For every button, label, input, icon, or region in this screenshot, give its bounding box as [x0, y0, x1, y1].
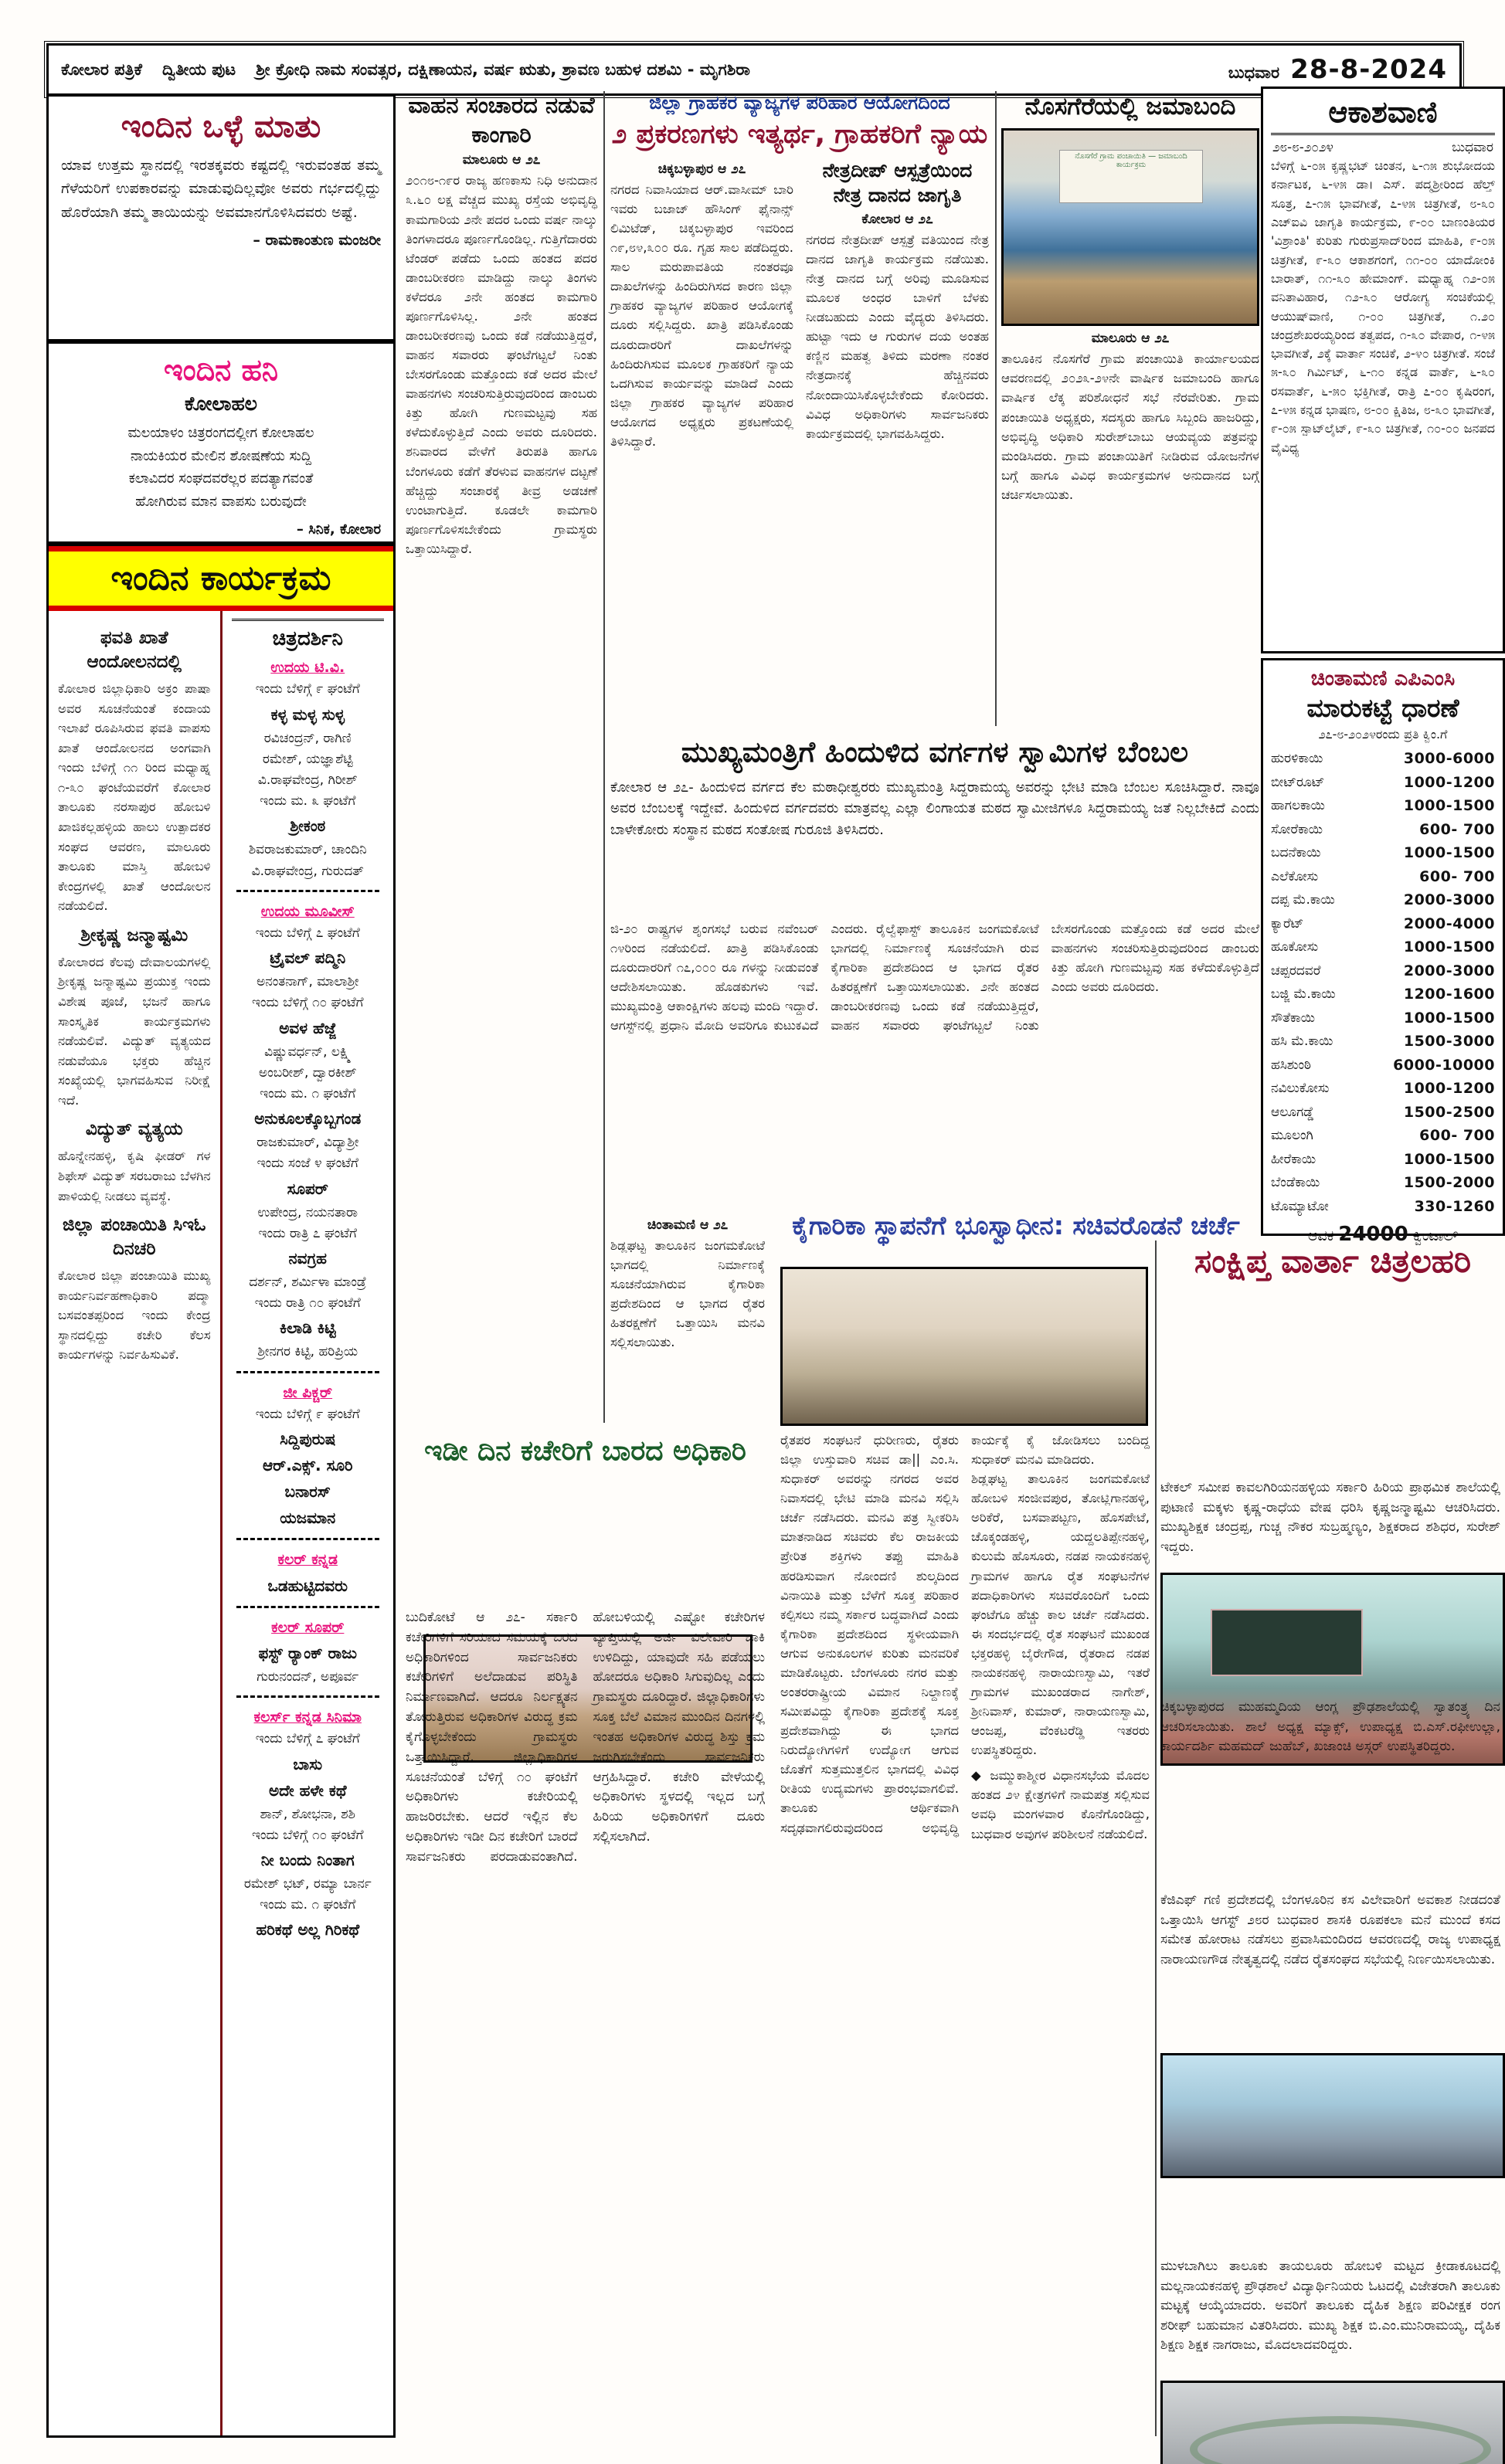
independence-day-costume-photo: [1160, 2053, 1505, 2178]
commodity-price: 1000-1500: [1403, 844, 1495, 861]
tv-listing-line: ಇಂದು ಬೆಳಿಗ್ಗೆ ೭ ಘಂಟೆಗೆ: [255, 925, 360, 942]
tv-listing-line: [236, 1538, 380, 1540]
honey-line: ನಾಯಕಿಯರ ಮೇಲಿನ ಶೋಷಣೆಯ ಸುದ್ದಿ: [130, 447, 312, 464]
programme-section: [58, 924, 211, 1111]
jamabandi-meeting-photo: [1001, 128, 1259, 326]
masthead: [46, 43, 1462, 96]
commodity-price: 2000-3000: [1403, 962, 1495, 979]
tv-listing-line: ಸಿದ್ದಿಪುರುಷ: [280, 1430, 336, 1449]
market-row: [1263, 1054, 1503, 1078]
tv-listing-line: ಇಂದು ರಾತ್ರಿ ೧೦ ಘಂಟೆಗೆ: [254, 1295, 361, 1312]
tv-listing-line: ರಾಜಕುಮಾರ್, ವಿದ್ಯಾಶ್ರೀ: [256, 1135, 359, 1151]
tv-listing-line: ಶಿವರಾಜಕುಮಾರ್, ಚಾಂದಿನಿ: [248, 842, 367, 858]
vaahana-dateline: ಮಾಲೂರು ಆ ೨೭: [462, 152, 541, 168]
mid-flow-text: [610, 919, 1259, 1203]
commodity-price: 6000-10000: [1393, 1056, 1495, 1074]
article-cm-support: [610, 734, 1259, 840]
commodity-price: 1200-1600: [1403, 986, 1495, 1003]
tv-listing-line: ಇಂದು ಮ. ೩ ಘಂಟೆಗೆ: [260, 793, 356, 809]
programme-body: ಹೊನ್ನೇನಹಳ್ಳಿ, ಕೃಷಿ ಫೀಡರ್ ಗಳ ಶಿಫೇಸ್ ವಿದ್ಯುತ್ ಸರಬರಾಜು ಬೆಳಗಿನ ಪಾಳಿಯಲ್ಲಿ ನೀಡಲು ವ್ಯವಸ್ಥೆ.: [58, 1149, 211, 1203]
programme-body: ಕೋಲಾರ ಜಿಲ್ಲಾಧಿಕಾರಿ ಅಕ್ರಂ ಪಾಷಾ ಅವರ ಸೂಚನೆಯಂತೆ ಕಂದಾಯ ಇಲಾಖೆ ರೂಪಿಸಿರುವ ಫವತಿ ವಾಪಸು ಖಾತೆ ಆಂದೋಲನದ ಅಂಗವಾಗಿ ಇಂದು ಬೆಳಿಗ್ಗೆ ೧೧ ರಿಂದ ಮಧ್ಯಾಹ್ನ ೧-೩೦ ಘಂಟೆಯವರೆಗೆ ಕೋಲಾರ ತಾಲೂಕು ನರಸಾಪುರ ಹೋಬಳಿ ಖಾಜಿಕಲ್ಲಹಳ್ಳಿಯ ಹಾಲು ಉತ್ಪಾದಕರ ಸಂಘದ ಆವರಣ, ಮಾಲೂರು ತಾಲೂಕು ಮಾಸ್ತಿ ಹೋಬಳಿ ಕೇಂದ್ರಗಳಲ್ಲಿ ಖಾತೆ ಆಂದೋಲನ ನಡೆಯಲಿದೆ.: [58, 681, 211, 914]
honey-lines: [61, 422, 381, 514]
commodity-price: 600- 700: [1419, 1127, 1495, 1144]
nosagere-dateline: ಮಾಲೂರು ಆ ೨೭: [1091, 331, 1170, 347]
tv-schedule: [223, 611, 394, 2435]
date: 28-8-2024: [1290, 54, 1447, 85]
tv-listing-line: ವಿ.ರಾಘವೇಂದ್ರ, ಗಿರೀಶ್: [257, 772, 358, 788]
commodity-name: ಮೂಲಂಗಿ: [1271, 1128, 1313, 1143]
market-box: [1261, 658, 1505, 1246]
commodity-price: 1500-2500: [1403, 1103, 1495, 1121]
tv-listing-line: ರಮೇಶ್ ಭಟ್, ರಮ್ಯಾ ಬಾರ್ನ: [243, 1876, 372, 1892]
commodity-price: 330-1260: [1414, 1197, 1495, 1215]
tv-listing-line: ಉದಯ ಟಿ.ವಿ.: [270, 659, 345, 676]
tv-listing-line: ಆರ್.ಎಕ್ಸ್. ಸೂರಿ: [262, 1456, 353, 1475]
tv-listing-line: ಗುರುನಂದನ್, ಅಪೂರ್ವ: [256, 1668, 359, 1685]
column-rule: [1155, 1240, 1157, 2436]
programme-section: [58, 626, 211, 916]
article-nosagere: [1001, 91, 1259, 504]
arrival-label: ಆವಕ: [1307, 1227, 1334, 1244]
commodity-price: 2000-4000: [1403, 915, 1495, 932]
tv-listing-line: [236, 1371, 380, 1373]
tv-listing-line: ಬಾಸು: [293, 1754, 323, 1773]
column-rule: [603, 91, 605, 1423]
market-title-line1: ಚಿಂತಾಮಣಿ ಎಪಿಎಂಸಿ: [1310, 667, 1456, 691]
tv-listing-line: ಫಸ್ಟ್ ರ‍್ಯಾಂಕ್ ರಾಜು: [258, 1643, 357, 1662]
tv-listing-line: ಯಜಮಾನ: [280, 1509, 336, 1528]
programme-body: ಕೋಲಾರದ ಕೆಲವು ದೇವಾಲಯಗಳಲ್ಲಿ ಶ್ರೀಕೃಷ್ಣ ಜನ್ಮಾಷ್ಟಮಿ ಪ್ರಯುಕ್ತ ಇಂದು ವಿಶೇಷ ಪೂಜೆ, ಭಜನೆ ಹಾಗೂ ಸಾಂಸ್ಕೃತಿಕ ಕಾರ್ಯಕ್ರಮಗಳು ನಡೆಯಲಿವೆ. ವಿದ್ಯುತ್ ವ್ಯತ್ಯಯದ ನಡುವೆಯೂ ಭಕ್ತರು ಹೆಚ್ಚಿನ ಸಂಖ್ಯೆಯಲ್ಲಿ ಭಾಗವಹಿಸುವ ನಿರೀಕ್ಷೆ ಇದೆ.: [58, 954, 211, 1108]
farmers-meeting-photo: [780, 1267, 1148, 1426]
tv-listing-line: ಇಂದು ಸಂಜೆ ೪ ಘಂಟೆಗೆ: [256, 1156, 358, 1172]
programme-heading: ಜಿಲ್ಲಾ ಪಂಚಾಯಿತಿ ಸಿಇಓ ದಿನಚರಿ: [62, 1215, 206, 1260]
page-label: ದ್ವಿತೀಯ ಪುಟ: [161, 59, 236, 79]
programme-section: [58, 1118, 211, 1206]
tv-listing-line: ನೀ ಬಂದು ನಿಂತಾಗ: [260, 1851, 355, 1870]
cm-headline: ಮುಖ್ಯಮಂತ್ರಿಗೆ ಹಿಂದುಳಿದ ವರ್ಗಗಳ ಸ್ವಾಮಿಗಳ ಬೆಂಬಲ: [681, 735, 1189, 769]
akashavani-date: ೨೮-೮-೨೦೨೪: [1272, 140, 1333, 155]
grahakara-dateline: ಚಿಕ್ಕಬಳ್ಳಾಪುರ ಆ ೨೭: [657, 161, 746, 177]
tv-listing-line: ಇಂದು ಮ. ೧ ಘಂಟೆಗೆ: [260, 1897, 356, 1913]
good-word-title: ಇಂದಿನ ಒಳ್ಳೆ ಮಾತು: [121, 109, 321, 144]
programme-section: [58, 1213, 211, 1365]
market-row: [1263, 841, 1503, 865]
commodity-name: ಚಪ್ಪರದವರೆ: [1271, 962, 1321, 979]
commodity-name: ಹುರಳಿಕಾಯಿ: [1271, 751, 1323, 766]
commodity-price: 1000-1500: [1403, 1009, 1495, 1027]
tv-listing: [232, 656, 385, 1942]
honey-subtitle: ಕೋಲಾಹಲ: [185, 392, 257, 415]
commodity-name: ಬೆಂಡೆಕಾಯಿ: [1271, 1175, 1320, 1190]
programmes-list: [49, 611, 220, 2435]
tv-listing-line: [236, 1695, 380, 1698]
commodity-name: ಹೂಕೋಸು: [1271, 939, 1319, 955]
paper-name: ಕೋಲಾರ ಪತ್ರಿಕೆ: [61, 59, 142, 79]
tv-listing-line: ವಿ.ರಾಘವೇಂದ್ರ, ಗುರುದತ್: [251, 863, 364, 879]
tv-listing-line: ಅಂಬರೀಶ್, ದ್ವಾರಕೀಶ್: [259, 1064, 357, 1081]
office-body-wrap: [406, 1608, 765, 2432]
akashavani-title: ಆಕಾಶವಾಣಿ: [1271, 92, 1495, 135]
tv-listing-line: ಇಂದು ಮ. ೧ ಘಂಟೆಗೆ: [260, 1086, 356, 1102]
commodity-name: ಹಸಿಶುಂಠಿ: [1271, 1057, 1312, 1073]
market-row: [1263, 1195, 1503, 1219]
jammu-bullet-item: ◆ ಜಮ್ಮುಕಾಶ್ಮೀರ ವಿಧಾನಸಭೆಯ ಮೊದಲ ಹಂತದ ೨೪ ಕ್ಷೇತ್ರಗಳಿಗೆ ನಾಮಪತ್ರ ಸಲ್ಲಿಸುವ ಅವಧಿ ಮಂಗಳವಾರ ಕೊನೆಗೊಂಡಿದ್ದು, ಬುಧವಾರ ಅವುಗಳ ಪರಿಶೀಲನೆ ನಡೆಯಲಿದೆ.: [971, 1768, 1150, 1841]
brief-news-title: ಸಂಕ್ಷಿಪ್ತ ವಾರ್ತಾ ಚಿತ್ರಲಹರಿ: [1194, 1242, 1472, 1280]
commodity-price: 1000-1500: [1403, 797, 1495, 814]
tv-listing-line: ಇಂದು ಬೆಳಿಗ್ಗೆ ೯ ಘಂಟೆಗೆ: [255, 681, 360, 697]
mid-flow-body: ಜಿ-೨೦ ರಾಷ್ಟ್ರಗಳ ಶೃಂಗಸಭೆ ಬರುವ ನವೆಂಬರ್ ೧೪ರಿಂದ ನಡೆಯಲಿದೆ. ಖಾತ್ರಿ ಪಡಿಸಿಕೊಂಡು ದೂರುದಾರರಿಗೆ ೧೭,೦೦೦ ರೂ ಗಳನ್ನು ನೀಡುವಂತೆ ಆದೇಶಿಸಲಾಯಿತು. ಹೊಡಕುಗಳು ಇವೆ. ಮುಖ್ಯಮಂತ್ರಿ ಆಕಾಂಕ್ಷಿಗಳು ಹಲವು ಮಂದಿ ಇದ್ದಾರೆ. ಆಗಸ್ಟ್‌ನಲ್ಲಿ ಪ್ರಧಾನಿ ಮೋದಿ ಅವರಿಗೂ ಕುಟುಕವಿದೆ ಎಂದರು. ರೈಲ್ವೆಫಾಸ್ಟ್ ತಾಲೂಕಿನ ಜಂಗಮಕೋಟೆ ಭಾಗದಲ್ಲಿ ನಿರ್ಮಾಣಕ್ಕೆ ಸೂಚನೆಯಾಗಿ ರುವ ಕೈಗಾರಿಕಾ ಪ್ರದೇಶದಿಂದ ಆ ಭಾಗದ ರೈತರ ಹಿತರಕ್ಷಣೆಗೆ ಒತ್ತಾಯಿಸಲಾಯಿತು. ೨ನೇ ಹಂತದ ಡಾಂಬರೀಕರಣವು ಒಂದು ಕಡೆ ನಡೆಯುತ್ತಿದ್ದರೆ, ವಾಹನ ಸವಾರರು ಘಂಟೆಗಟ್ಟಲೆ ನಿಂತು ಬೇಸರಗೊಂಡು ಮತ್ತೊಂದು ಕಡೆ ಅದರ ಮೇಲೆ ವಾಹನಗಳು ಸಂಚರಿಸುತ್ತಿರುವುದರಿಂದ ಡಾಂಬರು ಕಿತ್ತು ಹೋಗಿ ಗುಣಮಟ್ಟವು ಸಹ ಕಳೆದುಕೊಳ್ಳುತ್ತಿದೆ ಎಂದು ಅವರು ದೂರಿದರು.: [610, 921, 1259, 1033]
tv-listing-line: ಅನುಕೂಲಕ್ಕೊಬ್ಬಗಂಡ: [254, 1109, 362, 1128]
tv-listing-line: ಶಾನ್, ಶೋಭನಾ, ಶಶಿ: [260, 1806, 355, 1822]
commodity-price: 600- 700: [1419, 867, 1495, 885]
tv-listing-line: ವಿಷ್ಣುವರ್ಧನ್, ಲಕ್ಷ್ಮಿ: [264, 1044, 352, 1060]
brief-caption-3: ಕೆಜಿಎಫ್ ಗಣಿ ಪ್ರದೇಶದಲ್ಲಿ ಬೆಂಗಳೂರಿನ ಕಸ ವಿಲೇವಾರಿಗೆ ಅವಕಾಶ ನೀಡದಂತೆ ಒತ್ತಾಯಿಸಿ ಆಗಸ್ಟ್ ೨೮ರ ಬುಧವಾರ ಶಾಸಕಿ ರೂಪಕಲಾ ಮನೆ ಮುಂದೆ ಕಸದ ಸಮೇತ ಹೋರಾಟ ನಡೆಸಲು ಪ್ರವಾಸಿಮಂದಿರದ ಆವರಣದಲ್ಲಿ ರಾಜ್ಯ ಉಪಾಧ್ಯಕ್ಷ ನಾರಾಯಣಗೌಡ ನೇತೃತ್ವದಲ್ಲಿ ನಡೆದ ರೈತಸಂಘದ ಸಭೆಯಲ್ಲಿ ನಿರ್ಣಯಿಸಲಾಯಿತು.: [1160, 1892, 1500, 1967]
netradeep-body: ನಗರದ ನೇತ್ರದೀಪ್ ಆಸ್ಪತ್ರೆ ವತಿಯಿಂದ ನೇತ್ರ ದಾನದ ಜಾಗೃತಿ ಕಾರ್ಯಕ್ರಮ ನಡೆಯಿತು. ನೇತ್ರ ದಾನದ ಬಗ್ಗೆ ಅರಿವು ಮೂಡಿಸುವ ಮೂಲಕ ಅಂಧರ ಬಾಳಿಗೆ ಬೆಳಕು ನೀಡಬಹುದು ಎಂದು ವೈದ್ಯರು ತಿಳಿಸಿದರು. ಹುಟ್ಟಾ ಇದು ಆ ಗುರುಗಳ ದಯ ಅಂತಹ ಕಣ್ಣಿನ ಮಹತ್ವ ತಿಳಿದು ಮರಣಾ ನಂತರ ನೇತ್ರದಾನಕ್ಕೆ ಹೆಚ್ಚಿನವರು ನೋಂದಾಯಿಸಿಕೊಳ್ಳಬೇಕೆಂದು ಕೋರಿದರು. ವಿವಿಧ ಅಧಿಕಾರಿಗಳು ಸಾರ್ವಜನಿಕರು ಕಾರ್ಯಕ್ರಮದಲ್ಲಿ ಭಾಗವಹಿಸಿದ್ದರು.: [806, 232, 989, 441]
nosagere-body: ತಾಲೂಕಿನ ನೊಸಗೆರೆ ಗ್ರಾಮ ಪಂಚಾಯಿತಿ ಕಾರ್ಯಾಲಯದ ಆವರಣದಲ್ಲಿ ೨೦೨೩-೨೪ನೇ ವಾರ್ಷಿಕ ಜಮಾಬಂದಿ ಹಾಗೂ ವಾರ್ಷಿಕ ಲೆಕ್ಕ ಪರಿಶೋಧನೆ ಸಭೆ ನೆರವೇರಿತು. ಗ್ರಾಮ ಪಂಚಾಯಿತಿ ಅಧ್ಯಕ್ಷರು, ಸದಸ್ಯರು ಹಾಗೂ ಸಿಬ್ಬಂದಿ ಹಾಜರಿದ್ದು, ಅಭಿವೃದ್ಧಿ ಅಧಿಕಾರಿ ಸುರೇಶ್‌ಬಾಬು ಆಯವ್ಯಯ ಪತ್ರವನ್ನು ಮಂಡಿಸಿದರು. ಗ್ರಾಮ ಪಂಚಾಯಿತಿಗೆ ನೀಡಿರುವ ಯೋಜನೆಗಳ ಬಗ್ಗೆ ಹಾಗೂ ವಿವಿಧ ಕಾರ್ಯಕ್ರಮಗಳ ಅನುದಾನದ ಬಗ್ಗೆ ಚರ್ಚಿಸಲಾಯಿತು.: [1001, 351, 1259, 502]
honey-byline: – ಸಿನಿಕ, ಕೋಲಾರ: [296, 521, 381, 538]
article-grahakara: [610, 91, 989, 451]
kaigarika-side: [610, 1214, 765, 1352]
commodity-price: 1500-3000: [1403, 1033, 1495, 1050]
commodity-price: 600- 700: [1419, 820, 1495, 838]
tv-listing-line: ಸೂಪರ್: [287, 1179, 328, 1198]
akashavani-day: ಬುಧವಾರ: [1452, 140, 1493, 155]
office-headline: ಇಡೀ ದಿನ ಕಚೇರಿಗೆ ಬಾರದ ಅಧಿಕಾರಿ: [424, 1435, 746, 1467]
commodity-name: ಬದನೆಕಾಯಿ: [1271, 845, 1321, 860]
commodity-name: ಹಾಗಲಕಾಯಿ: [1271, 798, 1325, 813]
tv-listing-line: ಶ್ರೀನಗರ ಕಿಟ್ಟಿ, ಹರಿಪ್ರಿಯ: [257, 1344, 358, 1360]
market-row: [1263, 1148, 1503, 1172]
tv-listing-line: ಅವಳ ಹೆಜ್ಜೆ: [279, 1018, 337, 1037]
netradeep-subhead: ನೇತ್ರದೀಪ್ ಆಸ್ಪತ್ರೆಯಿಂದ ನೇತ್ರ ದಾನದ ಜಾಗೃತಿ: [822, 158, 973, 207]
tv-listing-line: ಒಡಹುಟ್ಟಿದವರು: [267, 1576, 348, 1595]
market-row: [1263, 983, 1503, 1006]
brief-caption-2: ಚಿಕ್ಕಬಳ್ಳಾಪುರದ ಮುಹಮ್ಮದಿಯ ಆಂಗ್ಲ ಪ್ರೌಢಶಾಲೆಯಲ್ಲಿ ಸ್ವಾತಂತ್ರ್ಯ ದಿನ ಆಚರಿಸಲಾಯಿತು. ಶಾಲೆ ಅಧ್ಯಕ್ಷ ಮ್ಯಾಕ್ಸ್, ಉಪಾಧ್ಯಕ್ಷ ಬಿ.ಎಸ್.ರಫೀಉಲ್ಲಾ, ಕಾರ್ಯದರ್ಶಿ ಮಹಮದ್ ಜುಹೆಬ್, ಖಜಾಂಚಿ ಅಸ್ಗರ್ ಉಪಸ್ಥಿತರಿದ್ದರು.: [1160, 1699, 1500, 1754]
commodity-name: ದಪ್ಪ ಮೆ.ಕಾಯಿ: [1271, 892, 1335, 908]
programme-heading: ಶ್ರೀಕೃಷ್ಣ ಜನ್ಮಾಷ್ಟಮಿ: [80, 925, 189, 945]
tv-listing-line: ನವಗ್ರಹ: [288, 1248, 327, 1268]
tv-listing-line: ಕಲರ್ ಸೂಪರ್: [271, 1618, 345, 1636]
commodity-price: 1000-1500: [1403, 1150, 1495, 1168]
market-title-line2: ಮಾರುಕಟ್ಟೆ ಧಾರಣೆ: [1306, 693, 1459, 723]
honey-line: ಹೋಗಿರುವ ಮಾನ ವಾಪಸು ಬರುವುದೇ: [135, 494, 307, 511]
grahakara-headline: ೨ ಪ್ರಕರಣಗಳು ಇತ್ಯರ್ಥ, ಗ್ರಾಹಕರಿಗೆ ನ್ಯಾಯ: [611, 119, 988, 151]
market-row: [1263, 888, 1503, 912]
vaahana-headline: ವಾಹನ ಸಂಚಾರದ ನಡುವೆ ಕಾಂಗಾರಿ: [408, 92, 595, 148]
market-row: [1263, 1101, 1503, 1125]
commodity-price: 2000-3000: [1403, 891, 1495, 908]
market-row: [1263, 1006, 1503, 1030]
commodity-name: ಹಸಿ ಮೆ.ಕಾಯಿ: [1271, 1033, 1333, 1049]
blackboard: [1211, 1609, 1364, 1676]
netradeep-dateline: ಕೋಲಾರ ಆ ೨೭: [861, 211, 933, 227]
tv-listing-line: ದರ್ಶನ್, ಶರ್ಮಿಳಾ ಮಾಂಡ್ರೆ: [249, 1274, 367, 1290]
honey-line: ಮಲಯಾಳಂ ಚಿತ್ರರಂಗದಲ್ಲೀಗ ಕೋಲಾಹಲ: [127, 425, 314, 441]
kaigarika-dateline: ಚಿಂತಾಮಣಿ ಆ ೨೭: [647, 1217, 729, 1233]
tv-listing-line: ಉದಯ ಮೂವೀಸ್: [260, 902, 355, 920]
almanac-line: ಶ್ರೀ ಕ್ರೋಧಿ ನಾಮ ಸಂವತ್ಸರ, ದಕ್ಷಿಣಾಯನ, ವರ್ಷ ಋತು, ಶ್ರಾವಣ ಬಹುಳ ದಶಮಿ - ಮೃಗಶಿರಾ: [256, 59, 750, 79]
kaigarika-side-body: ಶಿಡ್ಲಘಟ್ಟ ತಾಲೂಕಿನ ಜಂಗಮಕೋಟೆ ಭಾಗದಲ್ಲಿ ನಿರ್ಮಾಣಕ್ಕೆ ಸೂಚನೆಯಾಗಿರುವ ಕೈಗಾರಿಕಾ ಪ್ರದೇಶದಿಂದ ಆ ಭಾಗದ ರೈತರ ಹಿತರಕ್ಷಣೆಗೆ ಒತ್ತಾಯಿಸಿ ಮನವಿ ಸಲ್ಲಿಸಲಾಯಿತು.: [610, 1238, 765, 1350]
tv-listing-line: [236, 890, 380, 892]
commodity-name: ಹೀರೆಕಾಯಿ: [1271, 1151, 1316, 1167]
commodity-name: ಎಲೆಕೋಸು: [1271, 868, 1319, 884]
market-row: [1263, 1171, 1503, 1195]
tv-schedule-title: ಚಿತ್ರದರ್ಶಿನಿ: [232, 619, 385, 651]
tv-listing-line: ರಮೇಶ್, ಯಜ್ಞಾಶೆಟ್ಟಿ: [262, 751, 353, 767]
kaigarika-left-col: ರೈತಪರ ಸಂಘಟನೆ ಧುರೀಣರು, ರೈತರು ಜಿಲ್ಲಾ ಉಸ್ತುವಾರಿ ಸಚಿವ ಡಾ|| ಎಂ.ಸಿ. ಸುಧಾಕರ್ ಅವರನ್ನು ನಗರದ ಅವರ ನಿವಾಸದಲ್ಲಿ ಭೇಟಿ ಮಾಡಿ ಮನವಿ ಸಲ್ಲಿಸಿ ಚರ್ಚೆ ನಡೆಸಿದರು. ಮನವಿ ಪತ್ರ ಸ್ವೀಕರಿಸಿ ಮಾತನಾಡಿದ ಸಚಿವರು ಕೆಲ ರಾಜಕೀಯ ಪ್ರೇರಿತ ಶಕ್ತಿಗಳು ತಪ್ಪು ಮಾಹಿತಿ ಹರಡಿಸುವಾಗ ನೋಂದಣಿ ಶುಲ್ಕದಿಂದ ವಿನಾಯಿತಿ ಮತ್ತು ಬೆಳೆಗೆ ಸೂಕ್ತ ಪರಿಹಾರ ಕಲ್ಪಿಸಲು ನಮ್ಮ ಸರ್ಕಾರ ಬದ್ಧವಾಗಿದೆ ಎಂದು ಕೈಗಾರಿಕಾ ಪ್ರದೇಶದಿಂದ ಸ್ಥಳೀಯವಾಗಿ ಆಗುವ ಅನುಕೂಲಗಳ ಕುರಿತು ಮನವರಿಕೆ ಮಾಡಿಕೊಟ್ಟರು. ಬೆಂಗಳೂರು ನಗರ ಮತ್ತು ಅಂತರರಾಷ್ಟ್ರೀಯ ವಿಮಾನ ನಿಲ್ದಾಣಕ್ಕೆ ಸಮೀಪವಿದ್ದು ಕೈಗಾರಿಕಾ ಪ್ರದೇಶಕ್ಕೆ ಸೂಕ್ತ ಪ್ರದೇಶವಾಗಿದ್ದು ಈ ಭಾಗದ ನಿರುದ್ಯೋಗಿಗಳಿಗೆ ಉದ್ಯೋಗ ಆಗುವ ಜೊತೆಗೆ ಸುತ್ತಮುತ್ತಲಿನ ಭಾಗದಲ್ಲಿ ವಿವಿಧ ರೀತಿಯ ಉದ್ಯಮಗಳು ಪ್ರಾರಂಭವಾಗಲಿವೆ. ತಾಲೂಕು ಆರ್ಥಿಕವಾಗಿ ಸದೃಢವಾಗಲಿರುವುದರಿಂದ ಅಭಿವೃದ್ಧಿ ಕಾರ್ಯಕ್ಕೆ ಕೈ ಜೋಡಿಸಲು ಬಂದಿದ್ದ ಸುಧಾಕರ್ ಮನವಿ ಮಾಡಿದರು.: [780, 1433, 1150, 1835]
commodity-name: ಕ್ಯಾರೆಟ್: [1271, 915, 1304, 932]
nosagere-headline: ನೊಸಗೆರೆಯಲ್ಲಿ ಜಮಾಬಂದಿ: [1024, 93, 1236, 120]
tv-listing-line: ಕಲರ್ ಕನ್ನಡ: [277, 1551, 338, 1569]
market-row: [1263, 1077, 1503, 1101]
programme-heading: ವಿದ್ಯುತ್ ವ್ಯತ್ಯಯ: [85, 1119, 183, 1140]
vaahana-body: ೨೦೧೮-೧೯ರ ರಾಜ್ಯ ಹಣಕಾಸು ನಿಧಿ ಅನುದಾನ ೩.೬೦ ಲಕ್ಷ ವೆಚ್ಚದ ಮುಖ್ಯ ರಸ್ತೆಯ ಅಭಿವೃದ್ಧಿ ಕಾಮಗಾರಿಯ ೨ನೇ ಪದರ ಒಂದು ವರ್ಷ ನಾಲ್ಕು ತಿಂಗಳಾದರೂ ಪೂರ್ಣಗೊಂಡಿಲ್ಲ. ಗುತ್ತಿಗೆದಾರರು ಟೆಂಡರ್ ಪಡೆದು ಒಂದು ಹಂತದ ಪದರ ಡಾಂಬರೀಕರಣ ಮಾಡಿದ್ದು ನಾಲ್ಕು ತಿಂಗಳು ಕಳೆದರೂ ೨ನೇ ಹಂತದ ಕಾಮಗಾರಿ ಪೂರ್ಣಗೊಳಿಸಿಲ್ಲ. ೨ನೇ ಹಂತದ ಡಾಂಬರೀಕರಣವು ಒಂದು ಕಡೆ ನಡೆಯುತ್ತಿದ್ದರೆ, ವಾಹನ ಸವಾರರು ಘಂಟೆಗಟ್ಟಲೆ ನಿಂತು ಬೇಸರಗೊಂಡು ಮತ್ತೊಂದು ಕಡೆ ಅದರ ಮೇಲೆ ವಾಹನಗಳು ಸಂಚರಿಸುತ್ತಿರುವುದರಿಂದ ಡಾಂಬರು ಕಿತ್ತು ಹೋಗಿ ಗುಣಮಟ್ಟವು ಸಹ ಕಳೆದುಕೊಳ್ಳುತ್ತಿದೆ ಎಂದು ಅವರು ದೂರಿದರು. ಶನಿವಾರದ ವೇಳೆಗೆ ತಿರುಪತಿ ಹಾಗೂ ಬೆಂಗಳೂರು ಕಡೆಗೆ ತೆರಳುವ ವಾಹನಗಳ ದಟ್ಟಣೆ ಹೆಚ್ಚಿದ್ದು ಸಂಚಾರಕ್ಕೆ ತೀವ್ರ ಅಡಚಣೆ ಉಂಟಾಗುತ್ತಿದೆ. ಕೂಡಲೇ ಕಾಮಗಾರಿ ಪೂರ್ಣಗೊಳಿಸಬೇಕೆಂದು ಗ್ರಾಮಸ್ಥರು ಒತ್ತಾಯಿಸಿದ್ದಾರೆ.: [406, 173, 597, 556]
market-row: [1263, 912, 1503, 936]
tv-listing-line: ಕಳ್ಳ ಮಳ್ಳ ಸುಳ್ಳ: [270, 704, 345, 724]
honey-box: [46, 341, 396, 544]
programmes-box: [46, 544, 396, 2438]
grahakara-body: ನಗರದ ನಿವಾಸಿಯಾದ ಆರ್.ವಾಸೀಮ್ ಬಾರಿ ಇವರು ಬಜಾಜ್ ಹೌಸಿಂಗ್ ಫೈನಾನ್ಸ್ ಲಿಮಿಟೆಡ್, ಚಿಕ್ಕಬಳ್ಳಾಪುರ ಇವರಿಂದ ೧೯,೮೪,೩೦೦ ರೂ. ಗೃಹ ಸಾಲ ಪಡೆದಿದ್ದರು. ಸಾಲ ಮರುಪಾವತಿಯ ನಂತರವೂ ದಾಖಲೆಗಳನ್ನು ಹಿಂದಿರುಗಿಸದ ಕಾರಣ ಜಿಲ್ಲಾ ಗ್ರಾಹಕರ ವ್ಯಾಜ್ಯಗಳ ಪರಿಹಾರ ಆಯೋಗಕ್ಕೆ ದೂರು ಸಲ್ಲಿಸಿದ್ದರು. ಖಾತ್ರಿ ಪಡಿಸಿಕೊಂಡು ದೂರುದಾರರಿಗೆ ದಾಖಲೆಗಳನ್ನು ಹಿಂದಿರುಗಿಸುವ ಮೂಲಕ ಗ್ರಾಹಕರಿಗೆ ನ್ಯಾಯ ಒದಗಿಸುವ ಕಾರ್ಯವನ್ನು ಮಾಡಿದೆ ಎಂದು ಜಿಲ್ಲಾ ಗ್ರಾಹಕರ ವ್ಯಾಜ್ಯಗಳ ಪರಿಹಾರ ಆಯೋಗದ ಅಧ್ಯಕ್ಷರು ಪ್ರಕಟಣೆಯಲ್ಲಿ ತಿಳಿಸಿದ್ದಾರೆ.: [610, 182, 793, 449]
commodity-name: ಬೀಟ್‌ರೂಟ್: [1271, 774, 1325, 790]
kaigarika-headline: ಕೈಗಾರಿಕಾ ಸ್ಥಾಪನೆಗೆ ಭೂಸ್ವಾಧೀನ: ಸಚಿವರೊಡನೆ ಚರ್ಚೆ: [792, 1210, 1240, 1240]
brief-caption-4: ಮುಳಬಾಗಿಲು ತಾಲೂಕು ತಾಯಲೂರು ಹೋಬಳಿ ಮಟ್ಟದ ಕ್ರೀಡಾಕೂಟದಲ್ಲಿ ಮಲ್ಲನಾಯಕನಹಳ್ಳಿ ಪ್ರೌಢಶಾಲೆ ವಿದ್ಯಾರ್ಥಿನಿಯರು ಓಟದಲ್ಲಿ ವಿಜೇತರಾಗಿ ತಾಲೂಕು ಮಟ್ಟಕ್ಕೆ ಆಯ್ಕೆಯಾದರು. ಅವರಿಗೆ ತಾಲೂಕು ದೈಹಿಕ ಶಿಕ್ಷಣ ಪರಿವೀಕ್ಷಕ ರಂಗ ಶರೀಫ್ ಬಹುಮಾನ ವಿತರಿಸಿದರು. ಮುಖ್ಯ ಶಿಕ್ಷಕ ಬಿ.ಎಂ.ಮುನಿರಾಮಯ್ಯ, ದೈಹಿಕ ಶಿಕ್ಷಣ ಶಿಕ್ಷಕ ನಾಗರಾಜು, ಮೊದಲಾದವರಿದ್ದರು.: [1160, 2259, 1500, 2353]
tv-listing-line: ಇಂದು ಬೆಳಿಗ್ಗೆ ೯ ಘಂಟೆಗೆ: [255, 1406, 360, 1422]
tv-listing-line: ಕಲರ್ಸ್ ಕನ್ನಡ ಸಿನಿಮಾ: [253, 1709, 362, 1726]
commodity-name: ಟೊಮ್ಯಾಟೋ: [1271, 1198, 1329, 1214]
tv-listing-line: ಇಂದು ಬೆಳಿಗ್ಗೆ ೧೦ ಘಂಟೆಗೆ: [251, 1827, 364, 1843]
honey-line: ಕಲಾವಿದರ ಸಂಘದವರೆಲ್ಲರ ಪದತ್ಯಾಗವಂತೆ: [128, 470, 314, 487]
commodity-price: 1000-1200: [1403, 773, 1495, 791]
programme-heading: ಫವತಿ ಖಾತೆ ಆಂದೋಲನದಲ್ಲಿ: [87, 628, 182, 673]
photo-banner-text: ನೊಸಗೆರೆ ಗ್ರಾಮ ಪಂಚಾಯಿತಿ — ಜಮಾಬಂದಿ ಕಾರ್ಯಕ್ರಮ: [1059, 150, 1203, 203]
arrival-quantity: 24000: [1338, 1223, 1408, 1246]
tv-listing-line: ರವಿಚಂದ್ರನ್, ರಾಗಿಣಿ: [263, 730, 352, 746]
tv-listing-line: ಇಂದು ಬೆಳಿಗ್ಗೆ ೭ ಘಂಟೆಗೆ: [255, 1731, 360, 1747]
commodity-name: ಬಜ್ಜಿ ಮೆ.ಕಾಯಿ: [1271, 986, 1336, 1002]
cm-body: ಕೋಲಾರ ಆ ೨೭- ಹಿಂದುಳಿದ ವರ್ಗದ ಕೆಲ ಮಠಾಧೀಶ್ವರರು ಮುಖ್ಯಮಂತ್ರಿ ಸಿದ್ದರಾಮಯ್ಯ ಅವರನ್ನು ಭೇಟಿ ಮಾಡಿ ಬೆಂಬಲ ಸೂಚಿಸಿದ್ದಾರೆ. ನಾವೂ ಅವರ ಬೆಂಬಲಕ್ಕೆ ಇದ್ದೇವೆ. ಹಿಂದುಳಿದ ವರ್ಗದವರು ಮಾತ್ರವಲ್ಲ ಎಲ್ಲಾ ಲಿಂಗಾಯತ ಮಠದ ಸ್ವಾಮೀಜಿಗಳೂ ಸಿದ್ದರಾಮಯ್ಯ ಜತೆ ನಿಲ್ಲಬೇಕಿದೆ ಎಂದು ಬಾಳೇಕೋರು ಸಂಸ್ಥಾನ ಮಠದ ಸಂತೋಷ ಗುರೂಜಿ ತಿಳಿಸಿದರು.: [610, 779, 1259, 838]
tv-listing-line: ಟ್ರೈವಲ್ ಪದ್ಮಿನಿ: [270, 949, 346, 968]
akashavani-box: [1261, 87, 1505, 653]
good-word-box: [46, 94, 396, 341]
tv-listing-line: ಹರಿಕಥೆ ಅಲ್ಲ ಗಿರಿಕಥೆ: [256, 1920, 360, 1940]
weekday: ಬುಧವಾರ: [1228, 63, 1280, 82]
akashavani-schedule: ಬೆಳಿಗ್ಗೆ ೬-೦೫ ಕೃಷ್ಣಭಟ್ ಚಿಂತನ, ೬-೧೫ ಶುಭೋದಯ ಕರ್ನಾಟಕ, ೬-೪೫ ಡಾ। ಎಸ್. ಪದ್ಮಶ್ರೀರಿಂದ ಹೆಲ್ತ್ ಸೂತ್ರ, ೭-೧೫ ಭಾವಗೀತೆ, ೭-೪೫ ಚಿತ್ರಗೀತೆ, ೮-೩೦ ಎಚ್‌ಐವಿ ಜಾಗೃತಿ ಕಾರ್ಯಕ್ರಮ, ೯-೦೦ ಬಾಣಂತಿಯರ 'ವಿಶ್ರಾಂತಿ' ಕುರಿತು ಗುರುಪ್ರಸಾದ್‌ರಿಂದ ಮಾಹಿತಿ, ೯-೦೫ ಚಿತ್ರಗೀತೆ, ೯-೩೦ ಆಕಾಶಗಂಗೆ, ೧೧-೦೦ ಯಾದೋಂಕಿ ಬಾರಾತ್, ೧೧-೩೦ ಹೇಮಾಂಗ್. ಮಧ್ಯಾಹ್ನ ೧೨-೦೫ ವನಿತಾವಿಹಾರ, ೧೨-೩೦ ಆರೋಗ್ಯ ಸಂಚಿಕೆಯಲ್ಲಿ ಆಯುಷ್‌ವಾಣಿ, ೧-೦೦ ಚಿತ್ರಗೀತೆ, ೧.೨೦ ಚಂದ್ರಶೇಖರಯ್ಯರಿಂದ ತತ್ವಪದ, ೧-೩೦ ವೇಪಾರ, ೧-೪೫ ಭಾವಗೀತೆ, ೨ಕ್ಕೆ ವಾರ್ತಾ ಸಂಚಿಕೆ, ೨-೪೦ ಚಿತ್ರಗೀತೆ. ಸಂಜೆ ೫-೩೦ ಗಿರ್ಮಿಟ್, ೬-೧೦ ಕನ್ನಡ ವಾರ್ತೆ, ೬-೩೦ ರಸವಾರ್ತೆ, ೬-೫೦ ಭಕ್ತಿಗೀತೆ, ರಾತ್ರಿ ೭-೦೦ ಕೃಷಿರಂಗ, ೭-೪೫ ಕನ್ನಡ ಭಾಷಣ, ೮-೦೦ ಕ್ಷಿತಿಜ, ೮-೩೦ ಭಾವಗೀತೆ, ೯-೦೫ ಸ್ಪಾಟ್‌ಲೈಟ್, ೯-೩೦ ಚಿತ್ರಗೀತೆ, ೧೦-೦೦ ಜನಪದ ವೈವಿಧ್ಯ: [1271, 158, 1495, 455]
tv-listing-line: ಕಿಲಾಡಿ ಕಿಟ್ಟಿ: [279, 1319, 336, 1338]
market-table: [1263, 747, 1503, 1218]
kaigarika-columns: [780, 1431, 1150, 2435]
arrival-unit: ಕ್ವಿಂಟಾಲ್: [1412, 1227, 1459, 1244]
market-row: [1263, 959, 1503, 983]
honey-title: ಇಂದಿನ ಹನಿ: [164, 353, 278, 387]
market-row: [1263, 818, 1503, 842]
good-word-byline: – ರಾಮಕಾಂತುಣ ಮಂಜರೀ: [253, 232, 381, 249]
column-rule: [995, 91, 997, 726]
market-row: [1263, 794, 1503, 818]
office-body: ಬುದಿಕೋಟೆ ಆ ೨೭- ಸರ್ಕಾರಿ ಕಚೇರಿಗಳಿಗೆ ಸರಿಯಾದ ಸಮಯಕ್ಕೆ ಬರದ ಅಧಿಕಾರಿಗಳಿಂದ ಸಾರ್ವಜನಿಕರು ಕಚೇರಿಗಳಿಗೆ ಅಲೆದಾಡುವ ಪರಿಸ್ಥಿತಿ ನಿರ್ಮಾಣವಾಗಿದೆ. ಆದರೂ ನಿರ್ಲಕ್ಷ್ಯತನ ತೋರುತ್ತಿರುವ ಅಧಿಕಾರಿಗಳ ವಿರುದ್ಧ ಕ್ರಮ ಕೈಗೊಳ್ಳಬೇಕೆಂದು ಗ್ರಾಮಸ್ಥರು ಒತ್ತಾಯಿಸಿದ್ದಾರೆ. ಜಿಲ್ಲಾಧಿಕಾರಿಗಳ ಸೂಚನೆಯಂತೆ ಬೆಳಿಗ್ಗೆ ೧೦ ಘಂಟೆಗೆ ಅಧಿಕಾರಿಗಳು ಕಚೇರಿಯಲ್ಲಿ ಹಾಜರಿರಬೇಕು. ಆದರೆ ಇಲ್ಲಿನ ಕೆಲ ಅಧಿಕಾರಿಗಳು ಇಡೀ ದಿನ ಕಚೇರಿಗೆ ಬಾರದೆ ಸಾರ್ವಜನಿಕರು ಪರದಾಡುವಂತಾಗಿದೆ. ಹೋಬಳಿಯಲ್ಲಿ ಎಷ್ಟೋ ಕಚೇರಿಗಳ ವ್ಯಾಪ್ತಿಯಲ್ಲಿ ಅರ್ಜಿ ವಿಲೇವಾರಿ ಬಾಕಿ ಉಳಿದಿದ್ದು, ಯಾವುದೇ ಸಹಿ ಪಡೆಯಲು ಹೋದರೂ ಅಧಿಕಾರಿ ಸಿಗುವುದಿಲ್ಲ ಎಂದು ಗ್ರಾಮಸ್ಥರು ದೂರಿದ್ದಾರೆ. ಜಿಲ್ಲಾಧಿಕಾರಿಗಳು ಸೂಕ್ತ ಬೆಲೆ ವಿಮಾನ ಮುಂದಿನ ದಿನಗಳಲ್ಲಿ ಇಂತಹ ಅಧಿಕಾರಿಗಳ ವಿರುದ್ಧ ಶಿಸ್ತು ಕ್ರಮ ಜರುಗಿಸಬೇಕೆಂದು ಸಾರ್ವಜನಿಕರು ಆಗ್ರಹಿಸಿದ್ದಾರೆ. ಕಚೇರಿ ವೇಳೆಯಲ್ಲಿ ಅಧಿಕಾರಿಗಳು ಸ್ಥಳದಲ್ಲಿ ಇಲ್ಲದ ಬಗ್ಗೆ ಹಿರಿಯ ಅಧಿಕಾರಿಗಳಿಗೆ ದೂರು ಸಲ್ಲಿಸಲಾಗಿದೆ.: [406, 1610, 765, 1865]
commodity-name: ಸೋರೆಕಾಯಿ: [1271, 821, 1323, 837]
market-row: [1263, 1030, 1503, 1054]
good-word-body: ಯಾವ ಉತ್ತಮ ಸ್ಥಾನದಲ್ಲಿ ಇರತಕ್ಕವರು ಕಷ್ಟದಲ್ಲಿ ಇರುವಂತಹ ತಮ್ಮ ಗೆಳೆಯರಿಗೆ ಉಪಕಾರವನ್ನು ಮಾಡುವುದಿಲ್ಲವೋ ಅವರು ಗರ್ಭದಲ್ಲಿದ್ದು ಹೊರೆಯಾಗಿ ತಮ್ಮ ತಾಯಿಯನ್ನು ಅವಮಾನಗೊಳಿಸಿದವರು ಅಷ್ಟೆ.: [61, 157, 381, 221]
commodity-price: 1000-1500: [1403, 938, 1495, 955]
commodity-price: 3000-6000: [1403, 750, 1495, 767]
commodity-name: ಆಲೂಗಡ್ಡೆ: [1271, 1104, 1314, 1120]
grahakara-kicker: ಜಿಲ್ಲಾ ಗ್ರಾಹಕರ ವ್ಯಾಜ್ಯಗಳ ಪರಿಹಾರ ಆಯೋಗದಿಂದ: [649, 92, 950, 114]
tv-listing-line: ಇಂದು ರಾತ್ರಿ ೭ ಘಂಟೆಗೆ: [258, 1225, 357, 1241]
tv-listing-line: [236, 1606, 380, 1608]
tv-listing-line: ಅದೇ ಹಳೇ ಕಥೆ: [268, 1780, 347, 1800]
commodity-price: 1000-1200: [1403, 1080, 1495, 1097]
tv-listing-line: ಉಪೇಂದ್ರ, ನಯನತಾರಾ: [257, 1204, 358, 1220]
market-note: ೨೭-೮-೨೦೨೪ರಂದು ಪ್ರತಿ ಕ್ವಿಂ.ಗೆ: [1318, 727, 1448, 742]
programmes-banner: ಇಂದಿನ ಕಾರ್ಯಕ್ರಮ: [49, 546, 393, 611]
tv-listing-line: ಜೀ ಪಿಕ್ಚರ್: [283, 1383, 333, 1401]
commodity-name: ನವಿಲುಕೋಸು: [1271, 1081, 1330, 1096]
tv-listing-line: ಶ್ರೀಕಂಠ: [290, 816, 326, 836]
programme-body: ಕೋಲಾರ ಜಿಲ್ಲಾ ಪಂಚಾಯಿತಿ ಮುಖ್ಯ ಕಾರ್ಯನಿರ್ವಹಣಾಧಿಕಾರಿ ಪದ್ಮಾ ಬಸವಂತಪ್ಪರಿಂದ ಇಂದು ಕೇಂದ್ರ ಸ್ಥಾನದಲ್ಲಿದ್ದು ಕಚೇರಿ ಕೆಲಸ ಕಾರ್ಯಗಳನ್ನು ನಿರ್ವಹಿಸುವಿಕೆ.: [58, 1268, 211, 1363]
market-row: [1263, 865, 1503, 889]
market-row: [1263, 935, 1503, 959]
article-vaahana: [406, 91, 597, 558]
commodity-name: ಸೌತೆಕಾಯಿ: [1271, 1010, 1315, 1026]
market-row: [1263, 1124, 1503, 1148]
tv-listing-line: ಬನಾರಸ್: [284, 1482, 331, 1502]
market-row: [1263, 771, 1503, 795]
commodity-price: 1500-2000: [1403, 1174, 1495, 1191]
tv-listing-line: ಅನಂತನಾಗ್, ಮಾಲಾಶ್ರೀ: [256, 974, 359, 990]
brief-caption-1: ಟೇಕಲ್ ಸಮೀಪ ಕಾವಲಗಿರಿಯನಹಳ್ಳಿಯ ಸರ್ಕಾರಿ ಹಿರಿಯ ಪ್ರಾಥಮಿಕ ಶಾಲೆಯಲ್ಲಿ ಪುಟಾಣಿ ಮಕ್ಕಳು ಕೃಷ್ಣ-ರಾಧೆಯ ವೇಷ ಧರಿಸಿ ಕೃಷ್ಣಜನ್ಮಾಷ್ಟಮಿ ಆಚರಿಸಿದರು. ಮುಖ್ಯಶಿಕ್ಷಕ ಚಂದ್ರಪ್ಪ, ಗುಚ್ಚ ನೌಕರ ಸುಬ್ರಹ್ಮಣ್ಯಂ, ಶಿಕ್ಷಕರಾದ ಶಶಿಧರ, ಸುರೇಶ್ ಇದ್ದರು.: [1160, 1480, 1500, 1555]
tv-listing-line: ಇಂದು ಬೆಳಿಗ್ಗೆ ೧೦ ಘಂಟೆಗೆ: [251, 995, 364, 1011]
kaigarika-right-col: ಶಿಡ್ಲಘಟ್ಟ ತಾಲೂಕಿನ ಜಂಗಮಕೋಟೆ ಹೋಬಳಿ ಸಂಜೀವಪುರ, ತೋಟ್ಲಿಗಾನಹಳ್ಳಿ, ಅರಿಕೆರೆ, ಬಸವಾಪಟ್ಟಣ, ಹೊಸಪೇಟೆ, ಚೊಕ್ಕಂಡಹಳ್ಳಿ, ಯದ್ದಲತಿಪ್ಪೇನಹಳ್ಳಿ, ಕುಲುಮೆ ಹೊಸೂರು, ನಡಪ ನಾಯಕನಹಳ್ಳಿ ಗ್ರಾಮಗಳ ಹಾಗೂ ರೈತ ಸಂಘಟನೆಗಳ ಪದಾಧಿಕಾರಿಗಳು ಸಚಿವರೊಂದಿಗೆ ಒಂದು ಘಂಟೆಗೂ ಹೆಚ್ಚು ಕಾಲ ಚರ್ಚೆ ನಡೆಸಿದರು. ಈ ಸಂದರ್ಭದಲ್ಲಿ ರೈತ ಸಂಘಟನೆ ಮುಖಂಡ ಭಕ್ತರಹಳ್ಳಿ ಬೈರೇಗೌಡ, ರೈತರಾದ ನಡಪ ನಾಯಕನಹಳ್ಳಿ ನಾರಾಯಣಸ್ವಾಮಿ, ಇತರೆ ಗ್ರಾಮಗಳ ಮುಖಂಡರಾದ ನಾಗೇಶ್, ಶ್ರೀನಿವಾಸ್, ಕುಮಾರ್, ನಾರಾಯಣಸ್ವಾಮಿ, ಆಂಜಪ್ಪ, ವೆಂಕಟರೆಡ್ಡಿ ಇತರರು ಉಪಸ್ಥಿತರಿದ್ದರು.: [971, 1471, 1150, 1758]
market-row: [1263, 747, 1503, 771]
